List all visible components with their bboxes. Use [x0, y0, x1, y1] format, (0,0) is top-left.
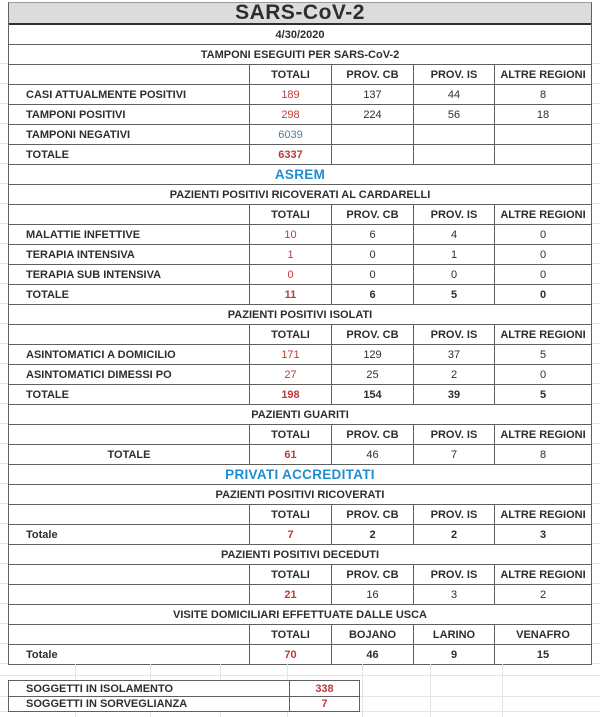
col-header-prov-is: PROV. IS — [413, 65, 494, 84]
col-header-prov-is: PROV. IS — [413, 205, 494, 224]
col-header-altre-regioni: ALTRE REGIONI — [494, 205, 591, 224]
cell-totali: 0 — [249, 265, 331, 284]
column-header-row — [9, 205, 591, 225]
cell-prov-cb: 154 — [331, 385, 413, 404]
cell-prov-cb: 0 — [331, 265, 413, 284]
cell-altre-regioni: 8 — [494, 445, 591, 464]
section-title-isolati: PAZIENTI POSITIVI ISOLATI — [227, 308, 373, 321]
row-label: TOTALE — [107, 448, 151, 461]
cell-venafro: 15 — [494, 645, 591, 664]
col-header-altre-regioni: ALTRE REGIONI — [494, 425, 591, 444]
col-header-totali: TOTALI — [249, 425, 331, 444]
cell-totali: 298 — [249, 105, 331, 124]
col-header-prov-is: PROV. IS — [413, 565, 494, 584]
cell-altre-regioni: 2 — [494, 585, 591, 604]
corner-cell — [9, 65, 249, 84]
cell-prov-cb — [331, 125, 413, 144]
page-title: SARS-CoV-2 — [9, 3, 591, 25]
cell-totali: 198 — [249, 385, 331, 404]
row-asintomatici-dimessi-po — [9, 365, 591, 385]
cell-totali: 11 — [249, 285, 331, 304]
row-totale-tamponi — [9, 145, 591, 165]
cell-totali: 7 — [249, 525, 331, 544]
cell-larino: 9 — [413, 645, 494, 664]
row-label: Totale — [26, 648, 58, 661]
cell-prov-is — [413, 145, 494, 164]
row-label: SOGGETTI IN ISOLAMENTO — [26, 682, 174, 695]
row-label: TERAPIA INTENSIVA — [26, 248, 135, 261]
col-header-altre-regioni: ALTRE REGIONI — [494, 65, 591, 84]
row-label: Totale — [26, 528, 58, 541]
cell-totali: 6337 — [249, 145, 331, 164]
col-header-prov-cb: PROV. CB — [331, 425, 413, 444]
cell-prov-is: 56 — [413, 105, 494, 124]
col-header-prov-cb: PROV. CB — [331, 505, 413, 524]
cell-prov-cb: 6 — [331, 225, 413, 244]
section-title-usca: VISITE DOMICILIARI EFFETTUATE DALLE USCA — [172, 608, 427, 621]
soggetti-summary-table — [8, 680, 360, 712]
cell-totali: 21 — [249, 585, 331, 604]
corner-cell — [9, 565, 249, 584]
cell-prov-is: 2 — [413, 525, 494, 544]
row-asintomatici-a-domicilio — [9, 345, 591, 365]
row-label: SOGGETTI IN SORVEGLIANZA — [26, 698, 188, 710]
cell-prov-cb: 0 — [331, 245, 413, 264]
row-totale-isolati — [9, 385, 591, 405]
row-label: TAMPONI NEGATIVI — [26, 128, 131, 141]
row-label: TAMPONI POSITIVI — [26, 108, 126, 121]
row-terapia-sub-intensiva — [9, 265, 591, 285]
row-label: CASI ATTUALMENTE POSITIVI — [26, 88, 187, 101]
cell-prov-is: 0 — [413, 265, 494, 284]
cell-prov-cb: 129 — [331, 345, 413, 364]
col-header-prov-cb: PROV. CB — [331, 565, 413, 584]
col-header-venafro: VENAFRO — [494, 625, 591, 644]
column-header-row — [9, 565, 591, 585]
row-soggetti-in-isolamento — [9, 681, 359, 697]
cell-totali: 6039 — [249, 125, 331, 144]
row-deceduti — [9, 585, 591, 605]
col-header-altre-regioni: ALTRE REGIONI — [494, 325, 591, 344]
cell-totali: 1 — [249, 245, 331, 264]
cell-prov-is: 1 — [413, 245, 494, 264]
col-header-altre-regioni: ALTRE REGIONI — [494, 565, 591, 584]
row-casi-attualmente-positivi — [9, 85, 591, 105]
corner-cell — [9, 325, 249, 344]
row-label — [9, 585, 249, 604]
row-label: TOTALE — [26, 148, 69, 161]
row-terapia-intensiva — [9, 245, 591, 265]
cell-altre-regioni — [494, 125, 591, 144]
row-label: ASINTOMATICI DIMESSI PO — [26, 368, 172, 381]
cell-prov-cb: 2 — [331, 525, 413, 544]
cell-totali: 70 — [249, 645, 331, 664]
row-totale-cardarelli — [9, 285, 591, 305]
cell-prov-is: 44 — [413, 85, 494, 104]
row-label: MALATTIE INFETTIVE — [26, 228, 141, 241]
cell-altre-regioni: 0 — [494, 285, 591, 304]
row-tamponi-positivi — [9, 105, 591, 125]
cell-totali: 171 — [249, 345, 331, 364]
row-totale-ricoverati-privati — [9, 525, 591, 545]
cell-prov-cb: 25 — [331, 365, 413, 384]
cell-altre-regioni: 5 — [494, 385, 591, 404]
cell-prov-is: 4 — [413, 225, 494, 244]
cell-totali: 189 — [249, 85, 331, 104]
column-header-row — [9, 325, 591, 345]
cell-prov-cb: 224 — [331, 105, 413, 124]
col-header-altre-regioni: ALTRE REGIONI — [494, 505, 591, 524]
cell-prov-is: 39 — [413, 385, 494, 404]
corner-cell — [9, 425, 249, 444]
col-header-prov-cb: PROV. CB — [331, 205, 413, 224]
corner-cell — [9, 205, 249, 224]
corner-cell — [9, 505, 249, 524]
cell-altre-regioni: 0 — [494, 245, 591, 264]
row-totale-usca — [9, 645, 591, 665]
col-header-larino: LARINO — [413, 625, 494, 644]
cell-prov-is: 2 — [413, 365, 494, 384]
report-date: 4/30/2020 — [275, 28, 325, 41]
cell-altre-regioni: 0 — [494, 365, 591, 384]
cell-altre-regioni: 0 — [494, 265, 591, 284]
col-header-totali: TOTALI — [249, 65, 331, 84]
col-header-prov-cb: PROV. CB — [331, 325, 413, 344]
cell-prov-cb: 16 — [331, 585, 413, 604]
section-title-tamponi: TAMPONI ESEGUITI PER SARS-CoV-2 — [200, 48, 400, 61]
cell-bojano: 46 — [331, 645, 413, 664]
cell-altre-regioni — [494, 145, 591, 164]
section-title-deceduti: PAZIENTI POSITIVI DECEDUTI — [220, 548, 380, 561]
column-header-row — [9, 65, 591, 85]
cell-prov-cb: 137 — [331, 85, 413, 104]
cell-prov-is: 7 — [413, 445, 494, 464]
asrem-banner: ASREM — [274, 167, 326, 182]
cell-totali: 27 — [249, 365, 331, 384]
row-soggetti-in-sorveglianza — [9, 697, 359, 711]
row-malattie-infettive — [9, 225, 591, 245]
report-table — [8, 2, 592, 665]
section-title-ricoverati-privati: PAZIENTI POSITIVI RICOVERATI — [215, 488, 385, 501]
cell-prov-cb — [331, 145, 413, 164]
cell-altre-regioni: 8 — [494, 85, 591, 104]
cell-prov-cb: 46 — [331, 445, 413, 464]
row-tamponi-negativi — [9, 125, 591, 145]
row-totale-guariti — [9, 445, 591, 465]
cell-prov-is — [413, 125, 494, 144]
cell-totali: 61 — [249, 445, 331, 464]
column-header-row — [9, 425, 591, 445]
privati-accreditati-banner: PRIVATI ACCREDITATI — [225, 467, 375, 482]
col-header-totali: TOTALI — [249, 505, 331, 524]
column-header-row — [9, 505, 591, 525]
col-header-totali: TOTALI — [249, 565, 331, 584]
row-label: ASINTOMATICI A DOMICILIO — [26, 348, 176, 361]
cell-value: 338 — [289, 681, 359, 696]
col-header-bojano: BOJANO — [331, 625, 413, 644]
cell-altre-regioni: 5 — [494, 345, 591, 364]
corner-cell — [9, 625, 249, 644]
cell-prov-is: 37 — [413, 345, 494, 364]
cell-value: 7 — [289, 697, 359, 711]
cell-prov-cb: 6 — [331, 285, 413, 304]
col-header-prov-is: PROV. IS — [413, 505, 494, 524]
col-header-totali: TOTALI — [249, 625, 331, 644]
cell-altre-regioni: 0 — [494, 225, 591, 244]
row-label: TERAPIA SUB INTENSIVA — [26, 268, 162, 281]
col-header-totali: TOTALI — [249, 325, 331, 344]
section-title-guariti: PAZIENTI GUARITI — [251, 408, 349, 421]
cell-prov-is: 3 — [413, 585, 494, 604]
col-header-totali: TOTALI — [249, 205, 331, 224]
row-label: TOTALE — [26, 388, 69, 401]
cell-altre-regioni: 18 — [494, 105, 591, 124]
cell-totali: 10 — [249, 225, 331, 244]
cell-altre-regioni: 3 — [494, 525, 591, 544]
col-header-prov-cb: PROV. CB — [331, 65, 413, 84]
col-header-prov-is: PROV. IS — [413, 325, 494, 344]
column-header-row-usca — [9, 625, 591, 645]
cell-prov-is: 5 — [413, 285, 494, 304]
section-title-cardarelli: PAZIENTI POSITIVI RICOVERATI AL CARDARELLI — [169, 188, 431, 201]
col-header-prov-is: PROV. IS — [413, 425, 494, 444]
row-label: TOTALE — [26, 288, 69, 301]
